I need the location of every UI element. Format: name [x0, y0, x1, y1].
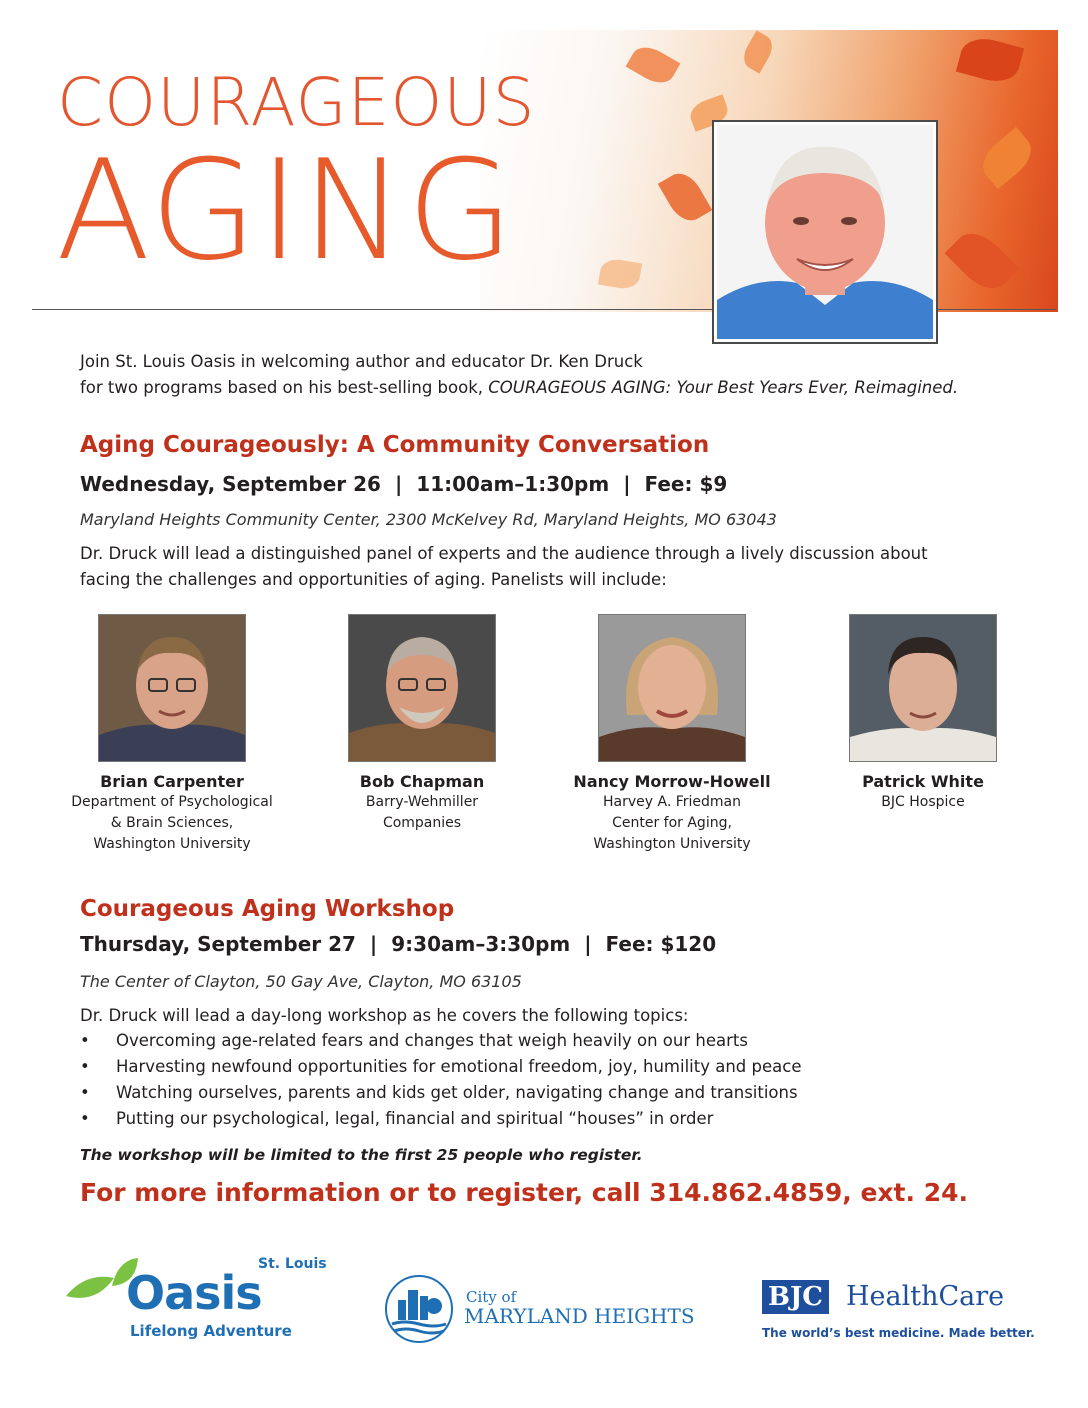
title-courageous: COURAGEOUS	[57, 64, 536, 141]
panelist-bob-chapman	[307, 614, 537, 834]
bullet: •	[80, 1109, 90, 1128]
program1-schedule	[80, 472, 727, 496]
program2-location: The Center of Clayton, 50 Gay Ave, Clayton, MO 63105	[80, 972, 522, 991]
program2-time: 9:30am–3:30pm	[391, 932, 571, 956]
register-call-to-action: For more information or to register, call 314.862.4859, ext. 24.	[80, 1178, 968, 1207]
program1-time: 11:00am–1:30pm	[416, 472, 610, 496]
list-item	[80, 1054, 801, 1080]
topic-text: Overcoming age-related fears and changes that weigh heavily on our hearts	[116, 1031, 748, 1050]
city-skyline-icon	[384, 1274, 454, 1344]
panelist-photo	[348, 614, 496, 762]
bjc-healthcare-logo	[760, 1276, 1035, 1346]
list-item	[80, 1106, 801, 1132]
oasis-logo-main: Oasis	[126, 1266, 262, 1320]
panelist-photo	[98, 614, 246, 762]
intro-line-2	[80, 376, 958, 400]
program1-fee: Fee: $9	[644, 472, 728, 496]
panelist-name: Brian Carpenter	[100, 772, 244, 791]
list-item	[80, 1028, 801, 1054]
panelist-photo	[849, 614, 997, 762]
maryland-heights-logo	[384, 1274, 694, 1346]
mh-logo-line1: City of	[466, 1288, 517, 1306]
panelist-org: Harvey A. Friedman Center for Aging, Washington University	[593, 794, 751, 852]
panelist-name: Patrick White	[862, 772, 984, 791]
bullet: •	[80, 1031, 90, 1050]
program2-schedule	[80, 932, 716, 956]
list-item	[80, 1080, 801, 1106]
program1-location: Maryland Heights Community Center, 2300 McKelvey Rd, Maryland Heights, MO 63043	[80, 510, 777, 529]
program1-desc-line-2: facing the challenges and opportunities of aging. Panelists will include:	[80, 570, 667, 589]
panelist-patrick-white	[808, 614, 1038, 813]
bullet: •	[80, 1083, 90, 1102]
separator: |	[584, 932, 592, 956]
panelist-nancy-morrow-howell	[557, 614, 787, 855]
ken-druck-portrait	[712, 120, 938, 344]
mh-logo-line2: MARYLAND HEIGHTS	[464, 1304, 695, 1328]
title-aging: AGING	[56, 130, 516, 291]
panelist-org: Department of Psychological & Brain Sciences, Washington University	[71, 794, 273, 852]
topic-text: Watching ourselves, parents and kids get older, navigating change and transitions	[116, 1083, 798, 1102]
panelist-brian-carpenter	[57, 614, 287, 855]
separator: |	[369, 932, 378, 956]
program1-desc-line-1: Dr. Druck will lead a distinguished panel of experts and the audience through a lively discussion about	[80, 544, 928, 563]
panelist-name: Bob Chapman	[359, 772, 485, 791]
program2-desc: Dr. Druck will lead a day-long workshop as he covers the following topics:	[80, 1006, 689, 1025]
panelist-name: Nancy Morrow-Howell	[573, 772, 771, 791]
book-title: COURAGEOUS AGING: Your Best Years Ever, Reimagined.	[488, 378, 959, 397]
panelist-org: BJC Hospice	[881, 794, 965, 810]
program2-fee: Fee: $120	[605, 932, 717, 956]
oasis-logo-tagline: Lifelong Adventure	[130, 1322, 292, 1340]
workshop-topics-list	[80, 1028, 801, 1132]
program2-title: Courageous Aging Workshop	[80, 896, 455, 922]
separator: |	[623, 472, 631, 496]
bjc-tagline: The world’s best medicine. Made better.	[762, 1326, 1035, 1340]
program2-date: Thursday, September 27	[80, 932, 356, 956]
oasis-logo-top: St. Louis	[258, 1256, 327, 1272]
intro-line-1: Join St. Louis Oasis in welcoming author and educator Dr. Ken Druck	[80, 352, 643, 371]
topic-text: Harvesting newfound opportunities for emotional freedom, joy, humility and peace	[116, 1057, 802, 1076]
panelist-org: Barry-Wehmiller Companies	[365, 794, 479, 831]
program1-title: Aging Courageously: A Community Conversation	[80, 432, 710, 458]
workshop-limit-note: The workshop will be limited to the first 25 people who register.	[80, 1146, 643, 1164]
oasis-logo	[62, 1256, 327, 1348]
program1-date: Wednesday, September 26	[80, 472, 381, 496]
topic-text: Putting our psychological, legal, financial and spiritual “houses” in order	[116, 1109, 714, 1128]
separator: |	[394, 472, 403, 496]
intro-line-2-prefix: for two programs based on his best-selling book,	[80, 378, 489, 397]
panelist-photo	[598, 614, 746, 762]
bjc-name: HealthCare	[846, 1281, 1005, 1312]
bjc-badge: BJC	[762, 1280, 829, 1314]
bullet: •	[80, 1057, 90, 1076]
